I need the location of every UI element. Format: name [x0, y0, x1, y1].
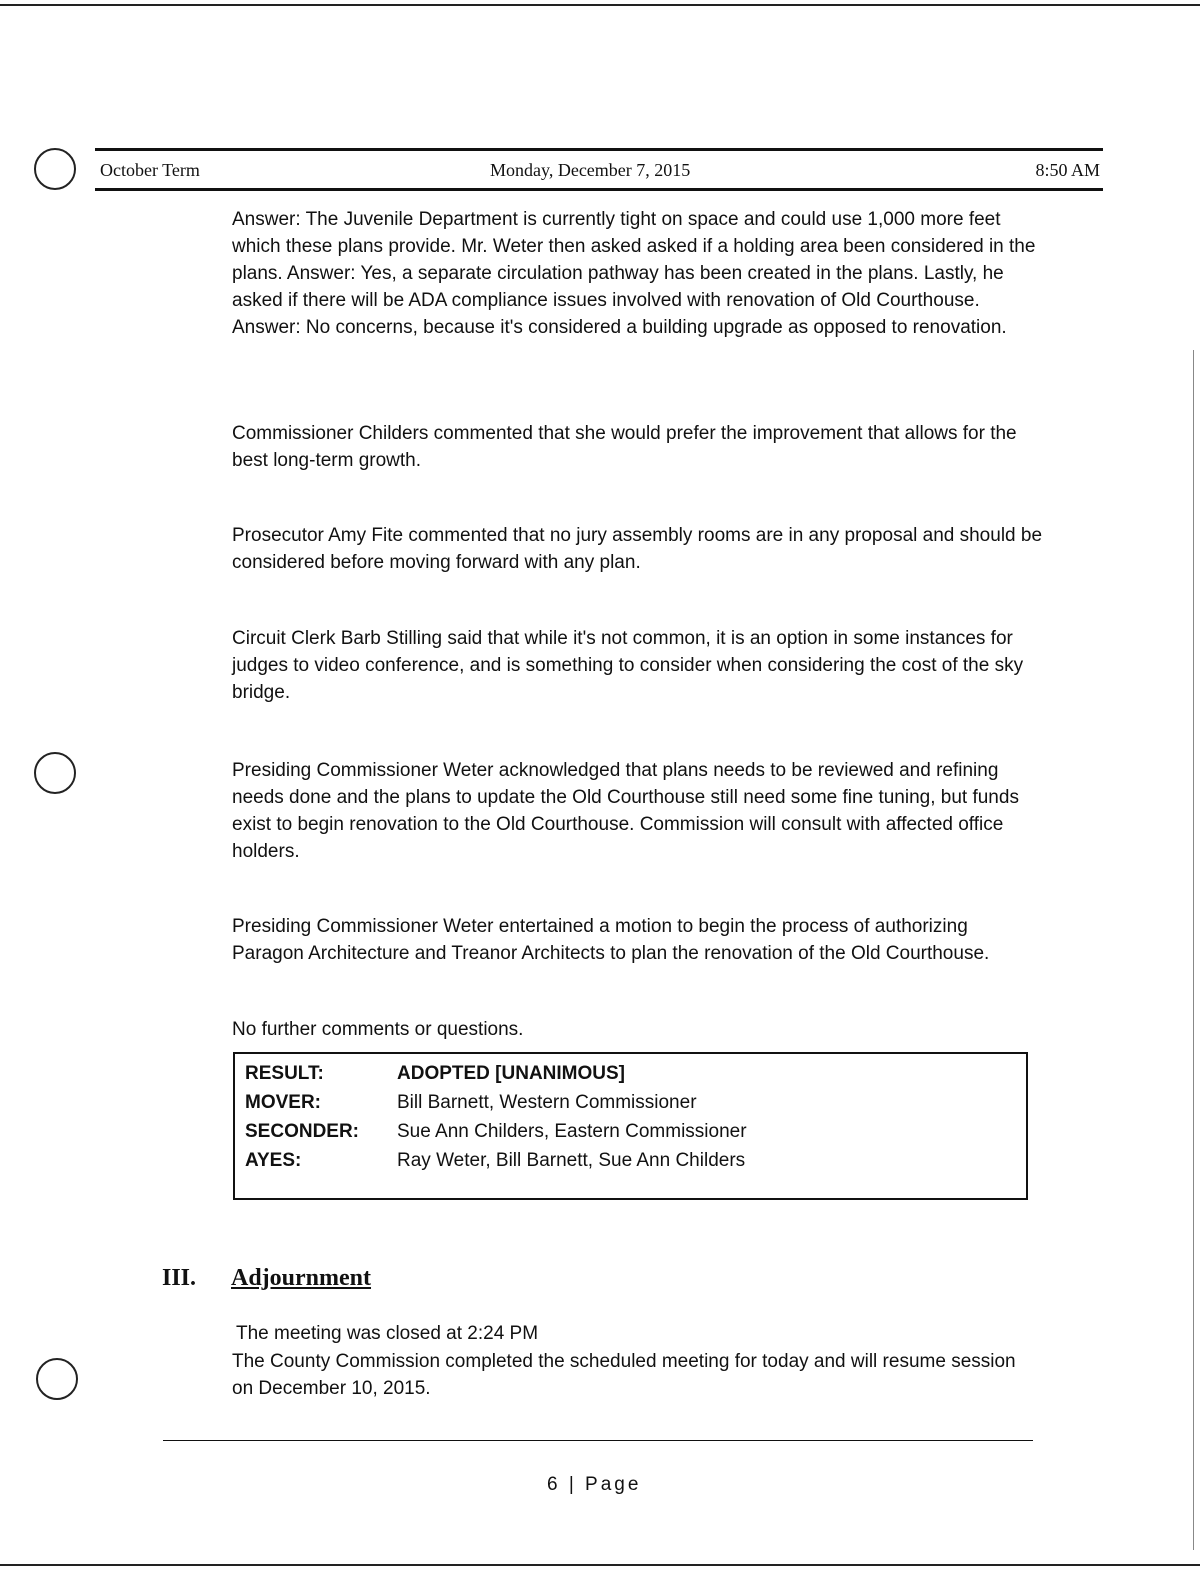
table-row [245, 1089, 1016, 1118]
table-row [245, 1118, 1016, 1147]
punch-hole-icon [34, 148, 76, 190]
paragraph-answer: Answer: The Juvenile Department is currently tight on space and could use 1,000 more feet which these plans provide. Mr. Weter then asked asked if a holding area been considered in the plans. Answer: Yes, a separate circulation pathway has been created in the plans. Lastly, he asked if there will be ADA compliance issues involved with renovation of Old Courthouse. Answer: No concerns, because it's considered a building upgrade as opposed to renovation. [232, 209, 1036, 338]
mover-value: Bill Barnett, Western Commissioner [397, 1092, 697, 1113]
paragraph-meeting-completed: The County Commission completed the scheduled meeting for today and will resume session on December 10, 2015. [232, 1351, 1016, 1399]
seconder-value: Sue Ann Childers, Eastern Commissioner [397, 1121, 747, 1142]
paragraph-weter-motion: Presiding Commissioner Weter entertained a motion to begin the process of authorizing Paragon Architecture and Treanor Architects to plan the renovation of the Old Courthouse. [232, 916, 990, 964]
header-date: Monday, December 7, 2015 [490, 160, 691, 180]
ayes-value: Ray Weter, Bill Barnett, Sue Ann Childers [397, 1150, 746, 1171]
punch-hole-icon [34, 752, 76, 794]
paragraph-weter-acknowledged: Presiding Commissioner Weter acknowledged that plans needs to be reviewed and refining needs done and the plans to update the Old Courthouse still need some fine tuning, but funds exist to begin renovation to the Old Courthouse. Commission will consult with affected office holders. [232, 760, 1019, 862]
section-title: Adjournment [231, 1265, 372, 1291]
ayes-label: AYES: [245, 1150, 302, 1171]
paragraph-meeting-closed: The meeting was closed at 2:24 PM [236, 1323, 539, 1344]
footer-rule [163, 1440, 1033, 1441]
scan-border-top [0, 4, 1200, 6]
section-number: III. [162, 1265, 197, 1291]
seconder-label: SECONDER: [245, 1121, 360, 1142]
paragraph-stilling: Circuit Clerk Barb Stilling said that while it's not common, it is an option in some instances for judges to video conference, and is something to consider when considering the cost of the sky bridge. [232, 628, 1024, 703]
paragraph-fite: Prosecutor Amy Fite commented that no jury assembly rooms are in any proposal and should be considered before moving forward with any plan. [232, 525, 1043, 573]
header-time: 8:50 AM [1035, 160, 1100, 180]
paragraph-no-further: No further comments or questions. [232, 1019, 524, 1040]
paragraph-childers: Commissioner Childers commented that she would prefer the improvement that allows for the best long-term growth. [232, 423, 1017, 471]
scan-border-right [1193, 350, 1194, 1550]
header-term: October Term [100, 160, 200, 180]
result-label: RESULT: [245, 1063, 324, 1084]
header-rule-bottom [95, 188, 1103, 191]
table-row [245, 1060, 1016, 1089]
vote-result-table [233, 1052, 1028, 1200]
scan-border-bottom [0, 1564, 1200, 1566]
punch-hole-icon [36, 1358, 78, 1400]
page-number: 6 | Page [547, 1474, 642, 1495]
mover-label: MOVER: [245, 1092, 321, 1113]
table-row [245, 1147, 1016, 1176]
header-rule-top [95, 148, 1103, 151]
result-value: ADOPTED [UNANIMOUS] [397, 1063, 625, 1084]
